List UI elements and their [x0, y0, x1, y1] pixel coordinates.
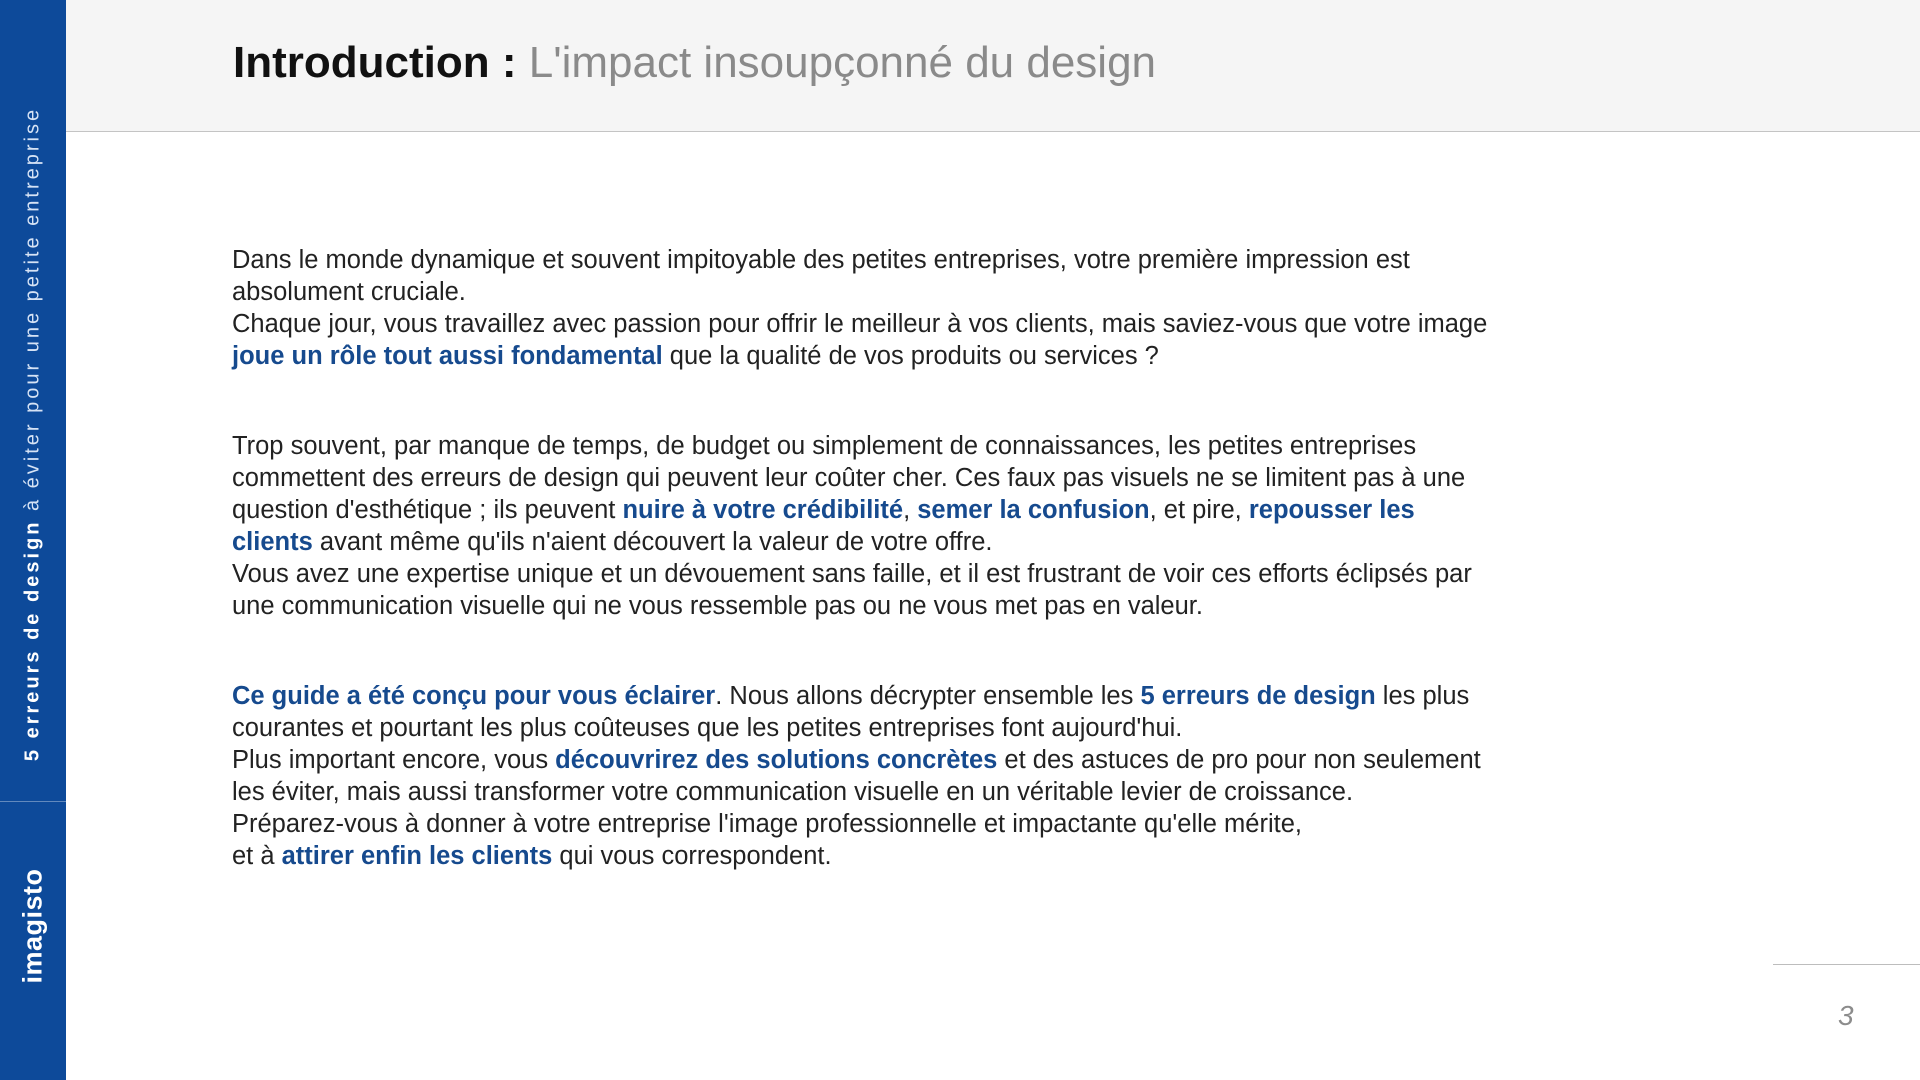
sidebar-divider — [0, 801, 66, 802]
highlight-text: joue un rôle tout aussi fondamental — [232, 342, 663, 370]
page-title — [233, 38, 1156, 88]
highlight-text: semer la confusion — [917, 496, 1150, 524]
page-title-subtitle: L'impact insoupçonné du design — [528, 38, 1157, 87]
paragraph-problem: Trop souvent, par manque de temps, de budget ou simplement de connaissances, les petites entreprises commettent des erreurs de design qui peuvent leur coûter cher. Ces faux pas visuels ne se limitent pas à une question d'esthétique ; ils peuvent nuire à votre crédibilité, semer la confusion, et pire, repousser les clients avant même qu'ils n'aient découvert la valeur de votre offre. Vous avez une expertise unique et un dévouement sans faille, et il est frustrant de voir ces efforts éclipsés par une communication visuelle qui ne vous ressemble pas ou ne vous met pas en valeur. — [232, 432, 1472, 620]
page-number: 3 — [1838, 1000, 1854, 1031]
sidebar-document-title: 5 erreurs de design à éviter pour une petite entreprise — [21, 106, 44, 762]
sidebar — [0, 0, 66, 1080]
brand-logo: imagisto — [17, 868, 48, 984]
highlight-text: nuire à votre crédibilité — [622, 496, 904, 524]
paragraph-intro: Dans le monde dynamique et souvent impitoyable des petites entreprises, votre première impression est absolument cruciale. Chaque jour, vous travaillez avec passion pour offrir le meilleur à vos clients, mais saviez-vous que votre image joue un rôle tout aussi fondamental que la qualité de vos produits ou services ? — [232, 246, 1488, 370]
highlight-text: 5 erreurs de design — [1140, 682, 1376, 710]
highlight-text: attirer enfin les clients — [281, 842, 553, 870]
page-title-bold: Introduction : — [233, 38, 517, 87]
highlight-text: découvrirez des solutions concrètes — [555, 746, 998, 774]
footer-divider — [1773, 964, 1920, 965]
header-bar — [66, 0, 1920, 132]
highlight-text: Ce guide a été conçu pour vous éclairer — [232, 682, 716, 710]
highlight-text: repousser les clients — [232, 496, 1415, 556]
paragraph-guide: Ce guide a été conçu pour vous éclairer. Nous allons décrypter ensemble les 5 erreurs de design les plus courantes et pourtant les plus coûteuses que les petites entreprises font aujourd'hui. Plus important encore, vous découvrirez des solutions concrètes et des astuces de pro pour non seulement les éviter, mais aussi transformer votre communication visuelle en un véritable levier de croissance. Préparez-vous à donner à votre entreprise l'image professionnelle et impactante qu'elle mérite, et à attirer enfin les clients qui vous correspondent. — [232, 682, 1481, 870]
main-content — [232, 244, 1502, 930]
